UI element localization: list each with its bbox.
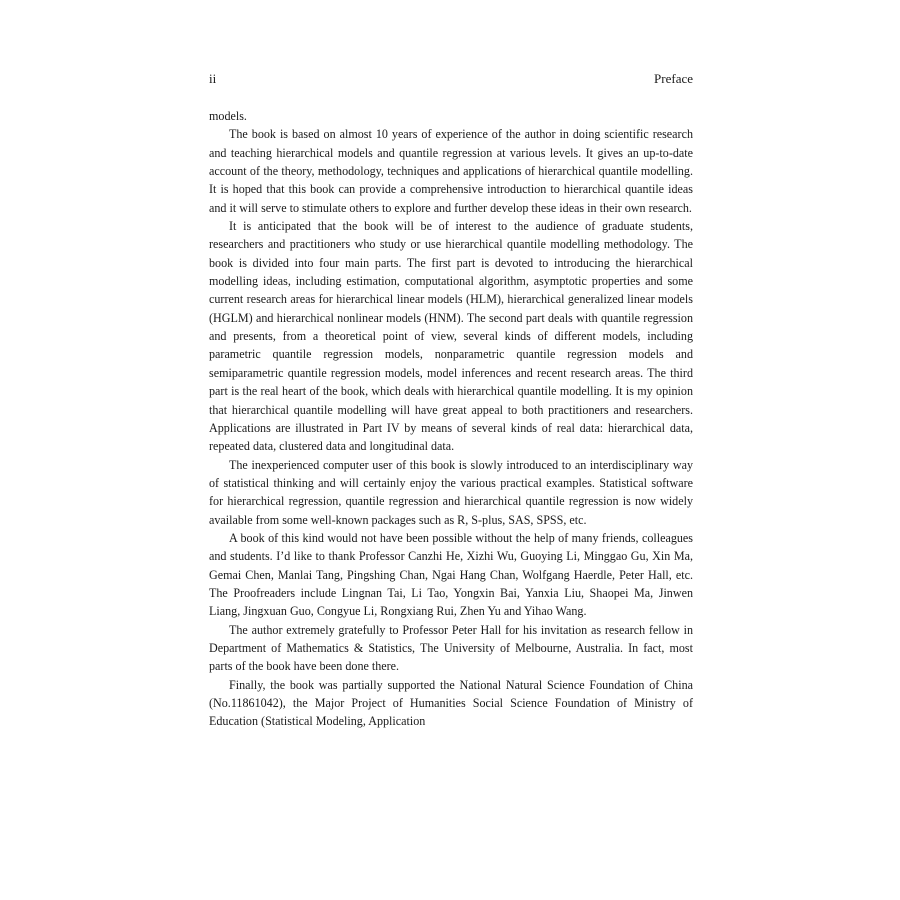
book-page xyxy=(209,70,693,731)
paragraph-software: The inexperienced computer user of this book is slowly introduced to an interdisciplinary way of statistical thinking and will certainly enjoy the various practical examples. Statistical software for hierarchical regression, quantile regression and hierarchical quantile regression is now widely available from some well-known packages such as R, S-plus, SAS, SPSS, etc. xyxy=(209,457,693,527)
paragraph-melbourne: The author extremely gratefully to Professor Peter Hall for his invitation as research fellow in Department of Mathematics & Statistics, The University of Melbourne, Australia. In fact, most parts of the book have been done there. xyxy=(209,622,693,674)
preface-body xyxy=(209,107,693,731)
paragraph-acknowledgements: A book of this kind would not have been possible without the help of many friends, colleagues and students. I’d like to thank Professor Canzhi He, Xizhi Wu, Guoying Li, Minggao Gu, Xin Ma, Gemai Chen, Manlai Tang, Pingshing Chan, Ngai Hang Chan, Wolfgang Haerdle, Peter Hall, etc. The Proofreaders include Lingnan Tai, Li Tao, Yongxin Bai, Yanxia Liu, Shaopei Ma, Jinwen Liang, Jingxuan Guo, Congyue Li, Rongxiang Rui, Zhen Yu and Yihao Wang. xyxy=(209,530,693,619)
page-number: ii xyxy=(209,71,217,86)
running-head xyxy=(209,70,693,88)
paragraph-audience: It is anticipated that the book will be of interest to the audience of graduate students, researchers and practitioners who study or use hierarchical quantile modelling methodology. The book is divided into four main parts. The first part is devoted to introducing the hierarchical modelling ideas, including estimation, computational algorithm, asymptotic properties and some current research areas for hierarchical linear models (HLM), hierarchical generalized linear models (HGLM) and hierarchical nonlinear models (HNM). The second part deals with quantile regression and presents, from a theoretical point of view, several kinds of different models, including parametric quantile regression models, nonparametric quantile regression models and semiparametric quantile regression models, model inferences and recent research areas. The third part is the real heart of the book, which deals with hierarchical quantile modelling. It is my opinion that hierarchical quantile modelling will have great appeal to both practitioners and researchers. Applications are illustrated in Part IV by means of several kinds of real data: hierarchical data, repeated data, clustered data and longitudinal data. xyxy=(209,219,693,454)
paragraph-funding: Finally, the book was partially supported the National Natural Science Foundation of China (No.11861042), the Major Project of Humanities Social Science Foundation of Ministry of Education (Statistical Modeling, Application xyxy=(209,677,693,729)
paragraph-experience: The book is based on almost 10 years of experience of the author in doing scientific research and teaching hierarchical models and quantile regression at various levels. It gives an up-to-date account of the theory, methodology, techniques and applications of hierarchical quantile modelling. It is hoped that this book can provide a comprehensive introduction to hierarchical quantile ideas and it will serve to stimulate others to explore and further develop these ideas in their own research. xyxy=(209,127,693,215)
section-title: Preface xyxy=(654,71,693,86)
paragraph-continuation: models. xyxy=(209,109,247,123)
